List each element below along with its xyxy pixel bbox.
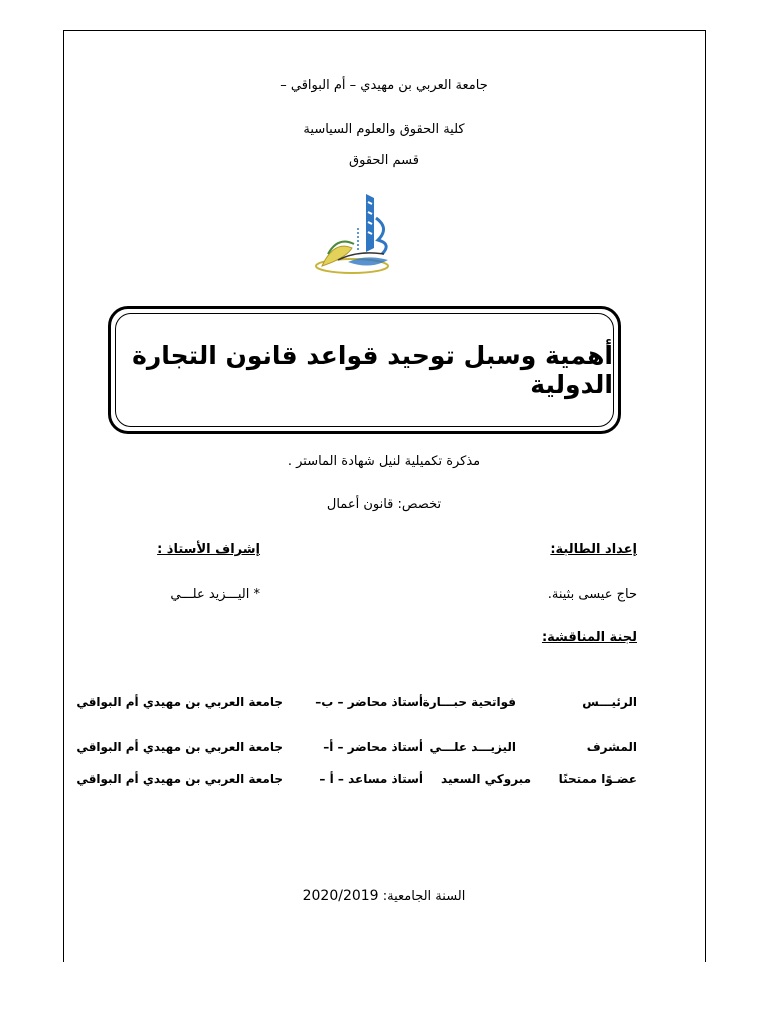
prepared-by-label: إعداد الطالبة: (550, 542, 637, 557)
committee-member-university: جامعة العربي بن مهيدي أم البواقي (76, 740, 283, 754)
supervision-label: إشراف الأستاذ : (157, 542, 260, 557)
title-box (108, 306, 621, 434)
supervisor-name: * اليـــزيد علـــي (170, 587, 260, 602)
committee-member-university: جامعة العربي بن مهيدي أم البواقي (76, 695, 283, 709)
academic-year (0, 888, 768, 905)
academic-year-value: 2020/2019 (302, 888, 379, 904)
department-name: قسم الحقوق (349, 153, 419, 168)
committee-member-name: اليزيـــد علـــي (429, 740, 516, 754)
university-name: جامعة العربي بن مهيدي – أم البواقي – (280, 78, 488, 93)
student-name: حاج عيسى بثينة. (547, 587, 637, 602)
thesis-subtitle: مذكرة تكميلية لنيل شهادة الماستر . (287, 454, 481, 469)
committee-role: المشرف (586, 740, 637, 754)
specialization: تخصص: قانون أعمال (326, 497, 442, 512)
committee-member-university: جامعة العربي بن مهيدي أم البواقي (76, 772, 283, 786)
committee-role: عضـوًا ممتحنًا (558, 772, 637, 786)
committee-member-rank: أستاذ محاضر – ب– (315, 695, 423, 709)
committee-member-rank: أستاذ مساعد – أ – (319, 772, 423, 786)
thesis-title: أهمية وسبل توحيد قواعد قانون التجارة الدولية (132, 341, 613, 399)
title-inner-frame (115, 313, 614, 427)
faculty-name: كلية الحقوق والعلوم السياسية (303, 122, 465, 137)
university-logo-icon (308, 188, 408, 280)
committee-label: لجنة المناقشة: (541, 630, 637, 645)
academic-year-label: السنة الجامعية: (382, 889, 466, 904)
page-frame (63, 30, 706, 962)
committee-role: الرئيـــس (582, 695, 637, 709)
committee-member-name: مبروكي السعيد (441, 772, 531, 786)
committee-member-rank: أستاذ محاضر – أ– (323, 740, 423, 754)
committee-member-name: فواتحية حبـــارة (422, 695, 516, 709)
